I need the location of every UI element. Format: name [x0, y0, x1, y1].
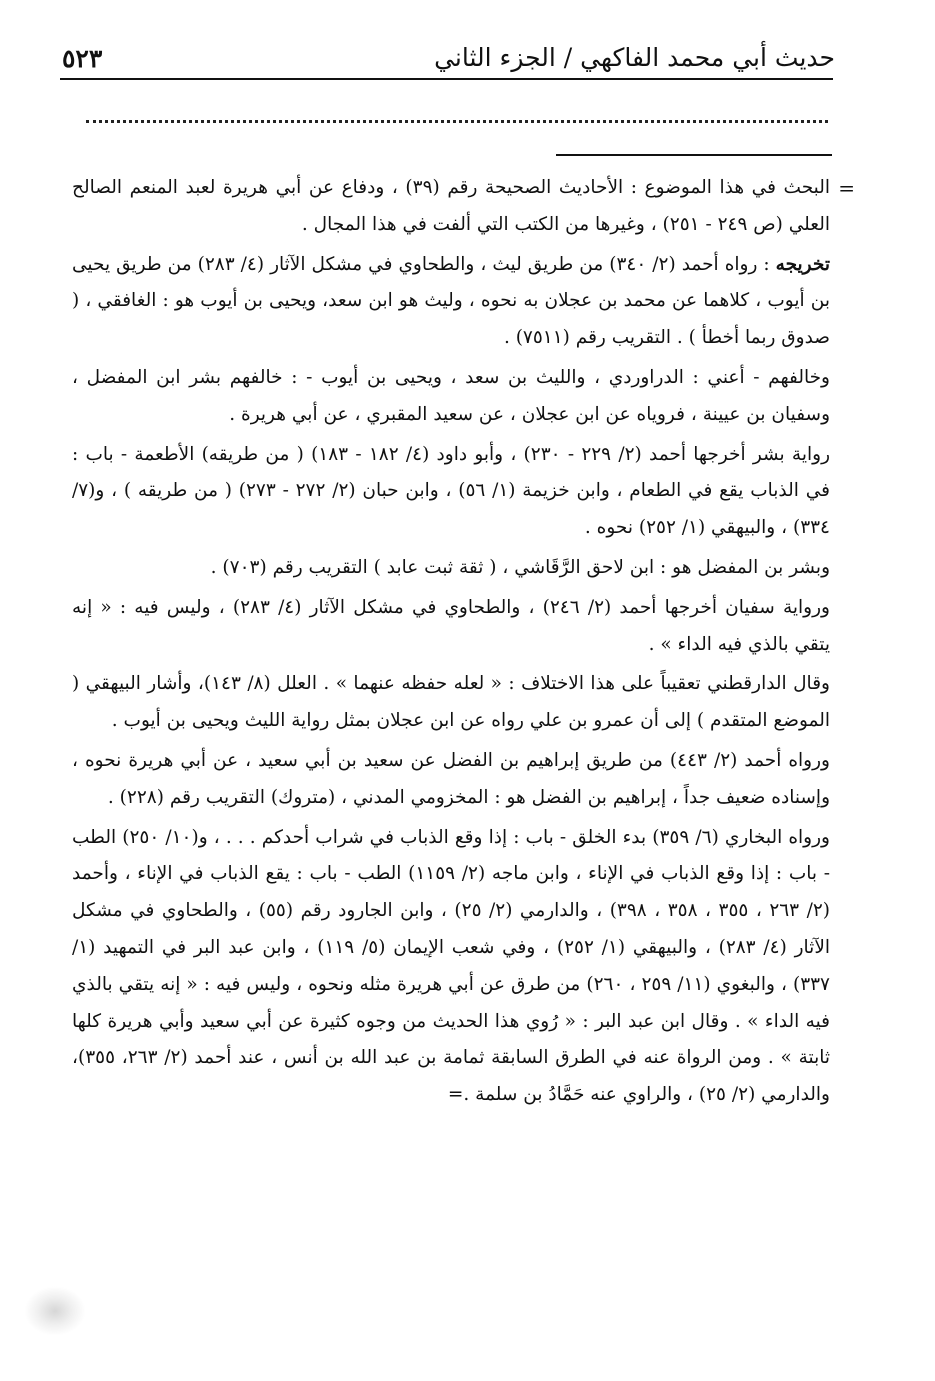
footnote-paragraph: رواية بشر أخرجها أحمد (٢/ ٢٢٩ - ٢٣٠) ، وأبو داود (٤/ ١٨٢ - ١٨٣) ( من طريقه) الأطعمة - باب : في الذباب يقع في الطعام ، وابن خزيمة (١/ ٥٦) ، وابن حبان (٢/ ٢٧٢ - ٢٧٣) ( من طريقه ) ، و(٧/ ٣٣٤) ، والبيهقي (١/ ٢٥٢) نحوه .	[72, 443, 831, 539]
footnote-paragraph	[72, 247, 830, 357]
footnote-paragraph: البحث في هذا الموضوع : الأحاديث الصحيحة رقم (٣٩) ، ودفاع عن أبي هريرة لعبد المنعم الصالح العلي (ص ٢٤٩ - ٢٥١) ، وغيرها من الكتب التي ألفت في هذا المجال .	[72, 177, 831, 235]
footnote-paragraph-text: : رواه أحمد (٢/ ٣٤٠) من طريق ليث ، والطحاوي في مشكل الآثار (٤/ ٢٨٣) من طريق يحيى بن أيوب ، كلاهما عن محمد بن عجلان به نحوه ، وليث هو ابن سعد، ويحيى بن أيوب هو : الغافقي ، ( صدوق ربما أخطأ ) . التقريب رقم (٧٥١١) .	[72, 253, 830, 349]
dot-leader-separator	[86, 120, 828, 123]
footnote-paragraph: ورواه البخاري (٦/ ٣٥٩) بدء الخلق - باب : إذا وقع الذباب في شراب أحدكم . . . ، و(١٠/ ٢٥٠) الطب - باب : إذا وقع الذباب في الإناء ، وابن ماجه (٢/ ١١٥٩) الطب - باب : يقع الذباب في الإناء ، وأحمد (٢/ ٢٦٣ ، ٣٥٥ ، ٣٥٨ ، ٣٩٨) ، والدارمي (٢/ ٢٥) ، وابن الجارود رقم (٥٥) ، والطحاوي في مشكل الآثار (٤/ ٢٨٣) ، والبيهقي (١/ ٢٥٢) ، وفي شعب الإيمان (٥/ ١١٩) ، وابن عبد البر في التمهيد (١/ ٣٣٧) ، والبغوي (١١/ ٢٥٩ ، ٢٦٠) من طرق عن أبي هريرة مثله ونحوه ، وليس فيه : « إنه يتقي بالذي فيه الداء » . وقال ابن عبد البر : « رُوي هذا الحديث من وجوه كثيرة عن أبي سعيد وأبي هريرة كلها ثابتة » . ومن الرواة عنه في الطرق السابقة ثمامة بن عبد الله بن أنس ، عند أحمد (٢/ ٢٦٣، ٣٥٥)، والدارمي (٢/ ٢٥) ، والراوي عنه حَمَّادُ بن سلمة .=	[72, 826, 831, 1106]
takhrij-label: تخريجه	[775, 253, 830, 275]
footnote-paragraph: ورواه أحمد (٢/ ٤٤٣) من طريق إبراهيم بن الفضل عن سعيد بن أبي سعيد ، عن أبي هريرة نحوه ، وإسناده ضعيف جداً ، إبراهيم بن الفضل هو : المخزومي المدني ، (متروك) التقريب رقم (٢٢٨) .	[72, 749, 830, 808]
page-number: ٥٢٣	[62, 44, 103, 73]
footnote-paragraph: وخالفهم - أعني : الدراوردي ، والليث بن سعد ، ويحيى بن أيوب - : خالفهم بشر ابن المفضل ، وسفيان بن عيينة ، فروياه عن ابن عجلان ، عن سعيد المقبري ، عن أبي هريرة .	[72, 366, 830, 425]
footnote-paragraph: وقال الدارقطني تعقيباً على هذا الاختلاف : « لعله حفظه عنهما » . العلل (٨/ ١٤٣)، وأشار البيهقي ( الموضع المتقدم ) إلى أن عمرو بن علي رواه عن ابن عجلان بمثل رواية الليث ويحيى بن أيوب .	[72, 673, 830, 732]
footnote-rule	[556, 154, 832, 156]
running-title: حديث أبي محمد الفاكهي / الجزء الثاني	[434, 43, 835, 72]
footnote-paragraph: ورواية سفيان أخرجها أحمد (٢/ ٢٤٦) ، والطحاوي في مشكل الآثار (٤/ ٢٨٣) ، وليس فيه : « إنه يتقي بالذي فيه الداء » .	[72, 596, 830, 655]
header-rule	[60, 78, 833, 80]
footnote-body	[72, 170, 830, 1117]
scan-smudge	[24, 1286, 86, 1336]
continuation-mark: =	[838, 176, 855, 200]
footnote-paragraph: وبشر بن المفضل هو : ابن لاحق الرَّقَاشي ، ( ثقة ثبت عابد ) التقريب رقم (٧٠٣) .	[210, 556, 830, 578]
